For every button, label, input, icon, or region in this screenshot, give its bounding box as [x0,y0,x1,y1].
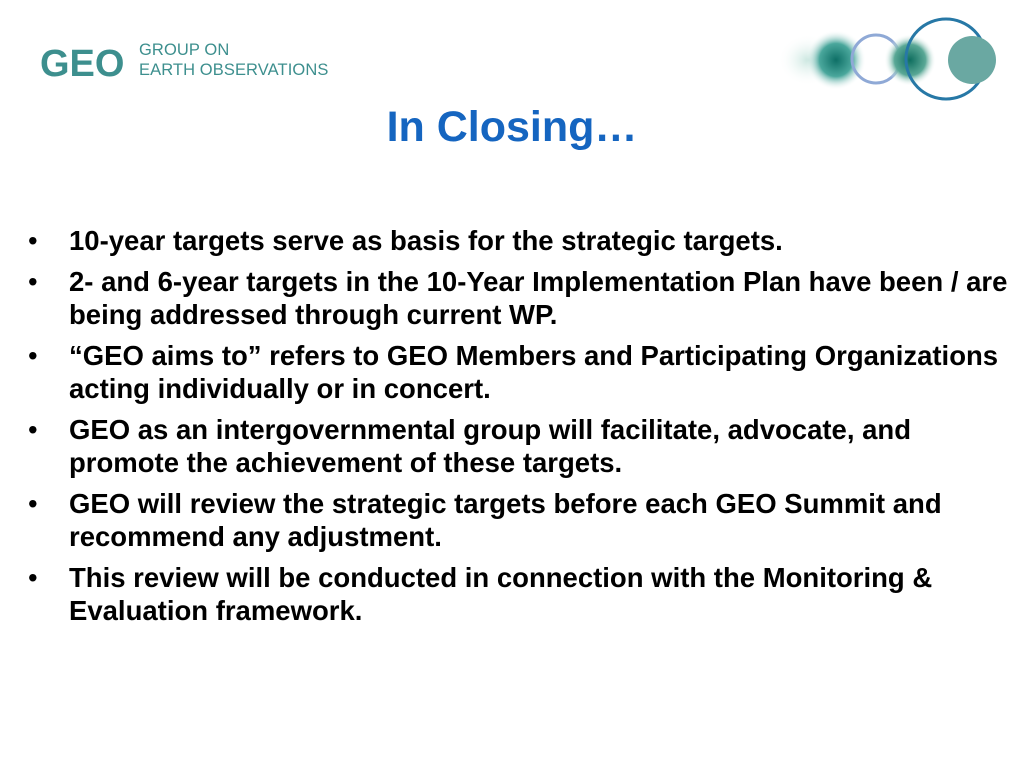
bullet-dot-icon: • [28,562,38,593]
logo-wordmark [139,40,328,80]
bullet-dot-icon: • [28,340,38,371]
bullet-text: GEO will review the strategic targets before each GEO Summit and recommend any adjustment. [69,488,942,552]
bullet-item [28,561,1008,627]
bullet-dot-icon: • [28,225,38,256]
solid-teal-circle [948,36,996,84]
logo-line-1: GROUP ON [139,41,230,59]
teal-circle [806,30,866,90]
slide-title: In Closing… [386,103,638,151]
bullet-item [28,487,1008,553]
bullet-text: 2- and 6-year targets in the 10-Year Implementation Plan have been / are being addressed through current WP. [69,266,1008,330]
bullet-text: 10-year targets serve as basis for the strategic targets. [69,225,783,256]
bullet-dot-icon: • [28,266,38,297]
bullet-dot-icon: • [28,414,38,445]
bullet-item [28,339,1008,405]
bullet-dot-icon: • [28,488,38,519]
geo-logo-mark-icon [40,40,132,84]
logo-line-2: EARTH OBSERVATIONS [139,61,329,79]
bullet-text: “GEO aims to” refers to GEO Members and Participating Organizations acting individually or in concert. [69,340,999,404]
decorative-circles-icon [770,12,1010,108]
bullet-item [28,224,1008,257]
bullet-text: This review will be conducted in connection with the Monitoring & Evaluation framework. [69,562,933,626]
bullet-item [28,265,1008,331]
bullet-list [28,224,1008,635]
bullet-item [28,413,1008,479]
geo-logo [40,38,340,86]
svg-text:GEO: GEO [40,43,125,84]
bullet-text: GEO as an intergovernmental group will facilitate, advocate, and promote the achievement of these targets. [69,414,912,478]
